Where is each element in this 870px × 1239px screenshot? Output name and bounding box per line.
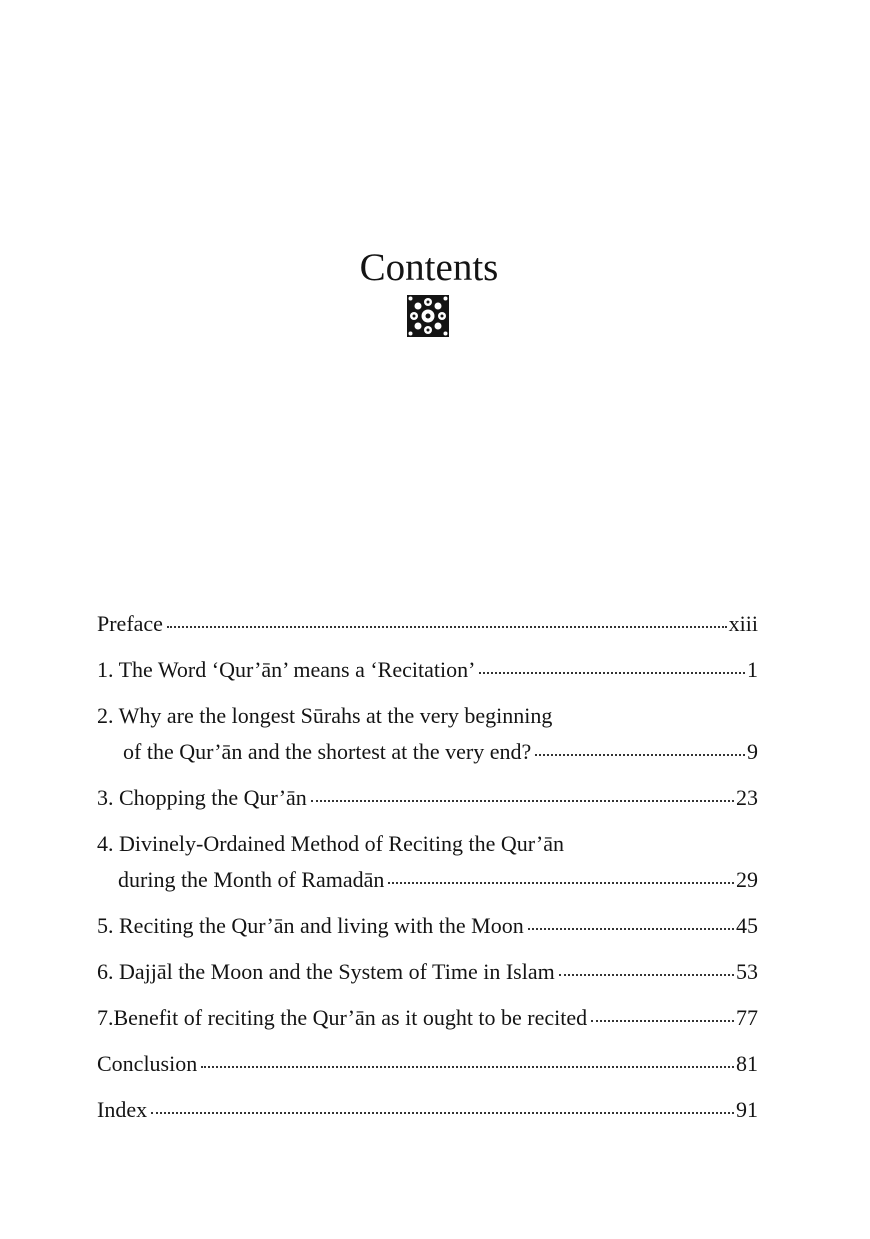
toc-page-number: 91 — [736, 1097, 758, 1122]
toc-page-number: 1 — [747, 657, 758, 682]
toc-page-number: 9 — [747, 739, 758, 764]
rosette-ornament-icon — [406, 294, 450, 338]
dot-leader — [151, 1112, 734, 1114]
toc-entry-chapter-6 — [97, 954, 758, 990]
toc-entry-chapter-3 — [97, 780, 758, 816]
toc-entry-chapter-5 — [97, 908, 758, 944]
toc-entry-chapter-2 — [97, 698, 758, 770]
toc-entry-title: Conclusion — [97, 1051, 198, 1076]
toc-page-number: 81 — [736, 1051, 758, 1076]
toc-entry-title: 1. The Word ‘Qur’ān’ means a ‘Recitation’ — [97, 657, 476, 682]
dot-leader — [479, 672, 745, 674]
dot-leader — [311, 800, 734, 802]
dot-leader — [528, 928, 734, 930]
toc-page-number: 23 — [736, 785, 758, 810]
toc-entry-title: Preface — [97, 611, 163, 636]
dot-leader — [591, 1020, 734, 1022]
toc-page-number: 77 — [736, 1005, 758, 1030]
toc-entry-preface — [97, 606, 758, 642]
toc-entry-chapter-7 — [97, 1000, 758, 1036]
table-of-contents — [97, 606, 758, 1138]
toc-entry-title: 2. Why are the longest Sūrahs at the very beginning — [97, 703, 553, 728]
toc-page-number: 53 — [736, 959, 758, 984]
dot-leader — [535, 754, 745, 756]
toc-entry-chapter-1 — [97, 652, 758, 688]
toc-entry-index — [97, 1092, 758, 1128]
page-title: Contents — [359, 246, 499, 289]
toc-entry-title: 5. Reciting the Qur’ān and living with the Moon — [97, 913, 524, 938]
toc-entry-chapter-4 — [97, 826, 758, 898]
toc-page-number: xiii — [728, 611, 758, 636]
toc-entry-title: 3. Chopping the Qur’ān — [97, 785, 307, 810]
dot-leader — [201, 1066, 734, 1068]
toc-page-number: 45 — [736, 913, 758, 938]
toc-page-number: 29 — [736, 867, 758, 892]
dot-leader — [559, 974, 734, 976]
toc-entry-title: 6. Dajjāl the Moon and the System of Time in Islam — [97, 959, 555, 984]
toc-entry-conclusion — [97, 1046, 758, 1082]
toc-entry-title-continued: of the Qur’ān and the shortest at the very end? — [123, 739, 532, 764]
toc-entry-title: Index — [97, 1097, 148, 1122]
toc-entry-title-continued: during the Month of Ramadān — [118, 867, 385, 892]
toc-entry-title: 4. Divinely-Ordained Method of Reciting the Qur’ān — [97, 831, 564, 856]
dot-leader — [388, 882, 734, 884]
dot-leader — [167, 626, 727, 628]
toc-entry-title: 7.Benefit of reciting the Qur’ān as it ought to be recited — [97, 1005, 588, 1030]
